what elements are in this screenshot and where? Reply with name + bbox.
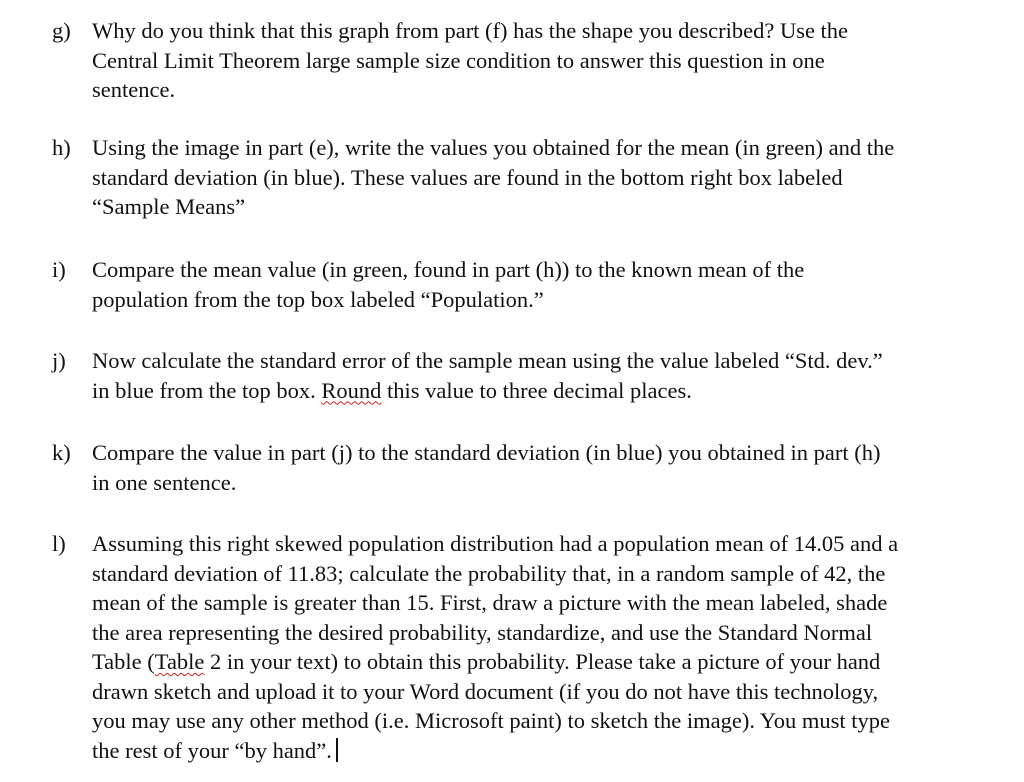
question-l [52, 529, 1012, 765]
question-line [92, 376, 1012, 406]
question-k [52, 438, 1012, 497]
question-line: Using the image in part (e), write the values you obtained for the mean (in green) and the [92, 135, 895, 160]
line-text: this value to three decimal places. [381, 377, 692, 403]
question-line: drawn sketch and upload it to your Word document (if you do not have this technology, [92, 678, 879, 704]
question-letter: j) [52, 348, 66, 373]
question-letter: h) [52, 135, 71, 160]
question-line: Compare the mean value (in green, found in part (h)) to the known mean of the [92, 257, 805, 282]
line-text: Table ( [92, 649, 155, 674]
question-j [52, 346, 1012, 405]
question-line: Why do you think that this graph from part (f) has the shape you described? Use the [92, 18, 849, 43]
question-line: sentence. [92, 77, 176, 102]
text-cursor [336, 738, 338, 762]
question-line: Now calculate the standard error of the sample mean using the value labeled “Std. dev.” [92, 348, 883, 373]
question-letter: g) [52, 18, 71, 43]
question-line: “Sample Means” [92, 194, 246, 219]
spellcheck-flagged-word[interactable]: Table [154, 649, 205, 674]
question-line: you may use any other method (i.e. Microsoft paint) to sketch the image). You must type [92, 708, 890, 733]
line-text: 2 in your text) to obtain this probability. Please take a picture of your hand [204, 649, 881, 674]
question-line: population from the top box labeled “Population.” [92, 286, 544, 312]
question-line: Compare the value in part (j) to the standard deviation (in blue) you obtained in part (h) [92, 440, 881, 465]
question-letter: i) [52, 257, 66, 282]
line-text: the rest of your “by hand”. [92, 737, 332, 763]
question-line: the area representing the desired probability, standardize, and use the Standard Normal [92, 619, 873, 645]
question-h [52, 133, 1012, 222]
question-letter: k) [52, 440, 71, 465]
question-letter: l) [52, 531, 66, 556]
question-line: Central Limit Theorem large sample size condition to answer this question in one [92, 47, 825, 73]
spellcheck-flagged-word[interactable]: Round [321, 377, 382, 403]
question-line: standard deviation (in blue). These values are found in the bottom right box labeled [92, 164, 843, 190]
line-text: in blue from the top box. [92, 377, 322, 403]
question-line: mean of the sample is greater than 15. First, draw a picture with the mean labeled, shade [92, 590, 888, 615]
question-i [52, 255, 1012, 314]
question-line: in one sentence. [92, 469, 237, 495]
question-g [52, 16, 1012, 105]
question-line [92, 736, 1012, 766]
question-line: Assuming this right skewed population distribution had a population mean of 14.05 and a [92, 531, 899, 556]
question-line: standard deviation of 11.83; calculate the probability that, in a random sample of 42, the [92, 560, 886, 586]
question-line [92, 647, 1012, 677]
